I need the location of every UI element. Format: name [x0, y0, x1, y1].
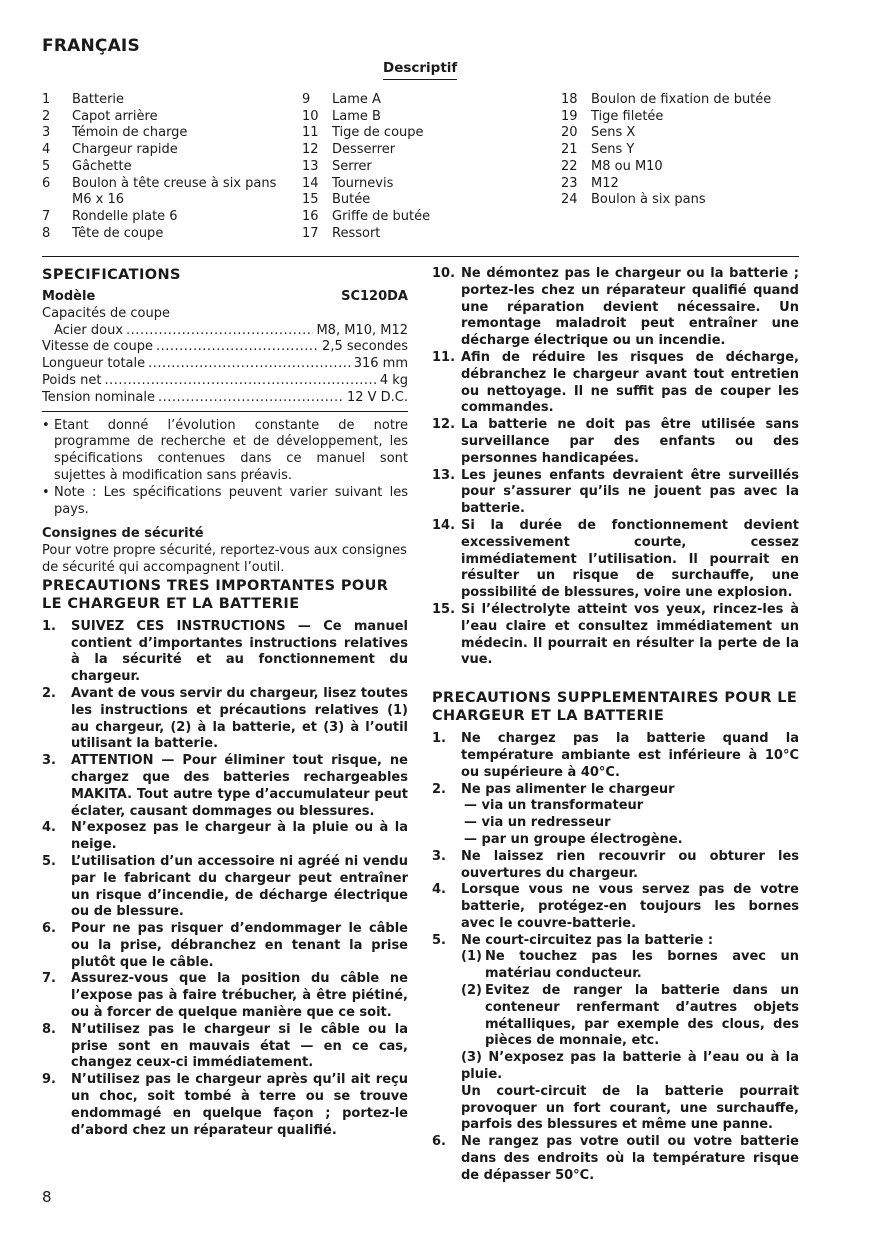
item-number: 6 [42, 175, 51, 191]
list-item [42, 921, 408, 971]
sub-number: (2) [461, 983, 482, 999]
list-item [432, 266, 799, 350]
item-number: 23 [561, 175, 578, 191]
item-label: Sens Y [591, 142, 635, 158]
list-item [432, 468, 799, 518]
item-text: Si l’électrolyte atteint vos yeux, rincez-les à l’eau claire et consultez immédiatement un médecin. Il pourrait en résulter la perte de la vue. [461, 601, 799, 668]
item-number: 8. [42, 1021, 56, 1037]
spec-value: 316 mm [353, 356, 408, 372]
item-number: 20 [561, 125, 578, 141]
note-item [42, 485, 408, 519]
item-number: 1. [42, 618, 56, 634]
item-number: 17 [302, 225, 319, 241]
item-text: Afin de réduire les risques de décharge, débranchez le chargeur avant tout entretien ou nettoyage. Il ne suffit pas de couper les commandes. [461, 349, 799, 416]
spec-label: Acier doux [54, 322, 124, 338]
page-number: 8 [42, 1188, 52, 1206]
item-number: 12. [432, 417, 456, 433]
item-label: Sens X [591, 125, 636, 141]
item-number: 3. [42, 753, 56, 769]
item-number: 13. [432, 467, 456, 483]
bullet: • [42, 484, 50, 500]
leader-dots [156, 339, 319, 356]
list-item [42, 92, 282, 109]
item-label: Boulon de fixation de butée [591, 92, 772, 107]
item-number: 15 [302, 192, 319, 208]
note-text: Etant donné l’évolution constante de notre programme de recherche et de développement, les spécifications contenues dans ce manuel sont sujettes à modification sans préavis. [54, 417, 408, 483]
sub-item [461, 949, 799, 983]
list-item [42, 159, 282, 176]
item-text: Ne démontez pas le chargeur ou la batterie ; portez-les chez un réparateur qualifié quand une réparation devient nécessaire. Un remontage maladroit peut entraîner une décharge électrique ou un incendie. [461, 266, 799, 349]
item-text: Assurez-vous que la position du câble ne l’expose pas à faire trébucher, à être piétiné, ou à forcer de quelque manière que ce soit. [71, 971, 408, 1021]
sub-item [461, 983, 799, 1050]
item-text: Ne laissez rien recouvrir ou obturer les ouvertures du chargeur. [461, 848, 799, 881]
item-number: 6. [432, 1134, 446, 1150]
safety-text: Pour votre propre sécurité, reportez-vous aux consignes de sécurité qui accompagnent l’outil. [42, 543, 407, 575]
list-item [302, 226, 542, 243]
item-text: Pour ne pas risquer d’endommager le câble ou la prise, débranchez en tenant la prise plutôt que le câble. [71, 921, 408, 970]
item-label: Boulon à six pans [591, 192, 706, 208]
specifications-table [42, 289, 408, 412]
list-item [432, 1134, 799, 1184]
item-label: Tige de coupe [332, 125, 424, 141]
item-number: 9 [302, 92, 311, 107]
item-number: 1 [42, 92, 51, 107]
list-item [561, 159, 801, 176]
item-number: 16 [302, 208, 319, 224]
leader-dots [104, 373, 376, 390]
language-heading: FRANÇAIS [42, 36, 140, 56]
list-item [302, 159, 542, 176]
item-label: Boulon à tête creuse à six pans M6 x 16 [72, 175, 277, 208]
item-number: 2. [432, 781, 446, 797]
descriptif-title: Descriptif [383, 60, 457, 80]
item-number: 11. [432, 349, 456, 365]
list-item [42, 109, 282, 126]
item-label: Témoin de charge [72, 125, 188, 141]
item-number: 3 [42, 125, 51, 141]
item-number: 4. [42, 820, 56, 836]
spec-divider [42, 411, 408, 412]
list-item [302, 209, 542, 226]
item-number: 21 [561, 142, 578, 158]
list-item [432, 731, 799, 781]
descriptif-column-3 [561, 92, 801, 209]
item-label: Lame A [332, 92, 381, 107]
item-label: Griffe de butée [332, 208, 431, 224]
item-number: 24 [561, 192, 578, 208]
sub-number: (1) [461, 949, 482, 965]
spec-label: Vitesse de coupe [42, 339, 153, 355]
item-number: 6. [42, 921, 56, 937]
descriptif-column-2 [302, 92, 542, 242]
item-text: N’exposez pas le chargeur à la pluie ou à la neige. [71, 820, 408, 853]
item-label: Chargeur rapide [72, 142, 178, 158]
list-item [561, 192, 801, 209]
item-number: 13 [302, 158, 319, 174]
model-row [42, 289, 408, 306]
item-text: SUIVEZ CES INSTRUCTIONS — Ce manuel contient d’importantes instructions relatives à la sécurité et au fonctionnement du chargeur. [71, 618, 408, 685]
item-label: Gâchette [72, 158, 132, 174]
spec-row [42, 390, 408, 407]
list-item [42, 209, 282, 226]
list-item [561, 125, 801, 142]
list-item [302, 92, 542, 109]
item-number: 12 [302, 142, 319, 158]
list-item [432, 417, 799, 467]
spec-value: 12 V D.C. [346, 389, 408, 405]
item-label: Tige filetée [591, 108, 664, 124]
sub-item: (3) N’exposez pas la batterie à l’eau ou à la pluie. [461, 1050, 799, 1083]
dash-line: — via un redresseur [464, 815, 611, 831]
item-label: M12 [591, 175, 619, 191]
sub-list [461, 949, 799, 1083]
list-item [42, 686, 408, 753]
item-text: Ne court-circuitez pas la batterie : [461, 932, 714, 948]
list-item [432, 849, 799, 883]
item-number: 18 [561, 92, 578, 107]
spec-row [42, 323, 408, 340]
precautions-list-continued [432, 266, 799, 669]
item-number: 11 [302, 125, 319, 141]
note-text: Note : Les spécifications peuvent varier suivant les pays. [54, 484, 408, 517]
item-label: Tête de coupe [72, 225, 164, 241]
list-item [302, 192, 542, 209]
section-divider [42, 256, 799, 257]
item-number: 7. [42, 971, 56, 987]
item-number: 14 [302, 175, 319, 191]
item-label: Butée [332, 192, 371, 208]
supplementary-list [432, 731, 799, 1185]
item-text: Lorsque vous ne vous servez pas de votre batterie, protégez-en toujours les bornes avec le couvre-batterie. [461, 882, 799, 931]
list-item [561, 176, 801, 193]
specifications-title: SPECIFICATIONS [42, 267, 181, 283]
item-number: 19 [561, 108, 578, 124]
item-text: La batterie ne doit pas être utilisée sans surveillance par des enfants ou des personnes handicapées. [461, 417, 799, 466]
list-item [302, 176, 542, 193]
item-label: Batterie [72, 92, 125, 107]
sub-text: Evitez de ranger la batterie dans un conteneur renfermant d’autres objets métalliques, par exemple des clous, des pièces de monnaie, etc. [485, 983, 799, 1049]
list-item [432, 933, 799, 1135]
leader-dots [126, 323, 313, 340]
leader-dots [148, 356, 351, 373]
item-number: 4. [432, 882, 446, 898]
spec-value: 4 kg [379, 372, 408, 388]
precautions-list [42, 619, 408, 1140]
item-number: 1. [432, 731, 446, 747]
list-item [42, 1022, 408, 1072]
leader-dots [158, 390, 344, 407]
item-number: 14. [432, 517, 456, 533]
dash-line: — par un groupe électrogène. [464, 831, 683, 847]
item-text: N’utilisez pas le chargeur après qu’il ait reçu un choc, soit tombé à terre ou se trouve endommagé en quelque façon ; portez-le d’abord chez un réparateur qualifié. [71, 1072, 408, 1138]
precautions-title: PRECAUTIONS TRES IMPORTANTES POUR LE CHARGEUR ET LA BATTERIE [42, 577, 389, 612]
list-item [432, 782, 799, 849]
list-item [302, 125, 542, 142]
item-number: 5. [432, 932, 446, 948]
spec-label: Poids net [42, 372, 102, 388]
item-text: Ne chargez pas la batterie quand la température ambiante est inférieure à 10°C ou supérieure à 40°C. [461, 731, 799, 780]
item-label: Desserrer [332, 142, 396, 158]
list-item [302, 109, 542, 126]
descriptif-column-1 [42, 92, 282, 242]
item-text: L’utilisation d’un accessoire ni agréé ni vendu par le fabricant du chargeur peut entraîner un risque d’incendie, de décharge électrique ou de blessure. [71, 853, 408, 920]
item-content [461, 782, 799, 849]
capacity-label: Capacités de coupe [42, 305, 170, 321]
item-label: M8 ou M10 [591, 158, 663, 174]
item-number: 2. [42, 685, 56, 701]
item-text: Si la durée de fonctionnement devient excessivement courte, cessez immédiatement l’utilisation. Il pourrait en résulter un risque de surchauffe, une possibilité de blessures, voire une explosion. [461, 517, 799, 601]
item-number: 10 [302, 108, 319, 124]
spec-value: M8, M10, M12 [316, 322, 408, 338]
item-text: N’utilisez pas le chargeur si le câble ou la prise sont en mauvais état — en ce cas, changez ceux-ci immédiatement. [71, 1021, 408, 1071]
spec-notes [42, 418, 408, 519]
item-label: Rondelle plate 6 [72, 208, 178, 224]
spec-label: Tension nominale [42, 389, 155, 405]
item-number: 9. [42, 1072, 56, 1088]
list-item [302, 142, 542, 159]
bullet: • [42, 417, 50, 433]
supplementary-title: PRECAUTIONS SUPPLEMENTAIRES POUR LE CHARGEUR ET LA BATTERIE [432, 690, 798, 725]
list-item [42, 176, 282, 209]
spec-row [42, 339, 408, 356]
safety-title: Consignes de sécurité [42, 526, 204, 542]
spec-label: Longueur totale [42, 356, 146, 372]
item-number: 10. [432, 266, 456, 281]
list-item [561, 109, 801, 126]
item-text: Avant de vous servir du chargeur, lisez toutes les instructions et précautions relatives (1) au chargeur, (2) à la batterie, et (3) à l’outil utilisant la batterie. [71, 685, 408, 752]
item-note: Un court-circuit de la batterie pourrait provoquer un fort courant, une surchauffe, parfois des blessures et même une panne. [461, 1083, 799, 1133]
list-item [432, 350, 799, 417]
item-label: Serrer [332, 158, 372, 174]
list-item [42, 226, 282, 243]
list-item [432, 882, 799, 932]
item-number: 2 [42, 108, 51, 124]
list-item [561, 92, 801, 109]
item-text: Ne pas alimenter le chargeur [461, 781, 675, 797]
item-number: 15. [432, 601, 456, 617]
item-number: 8 [42, 225, 51, 241]
item-number: 5. [42, 853, 56, 869]
dash-line: — via un transformateur [464, 798, 644, 814]
sub-text: Ne touchez pas les bornes avec un matériau conducteur. [485, 949, 799, 982]
item-content [461, 933, 799, 1135]
list-item [42, 125, 282, 142]
item-label: Ressort [332, 225, 381, 241]
spec-row [42, 373, 408, 390]
item-label: Capot arrière [72, 108, 158, 124]
item-text: ATTENTION — Pour éliminer tout risque, ne chargez que des batteries rechargeables MAKITA. Tout autre type d’accumulateur peut éclater, causant dommages ou blessures. [71, 753, 408, 819]
list-item [42, 753, 408, 820]
list-item [42, 820, 408, 854]
left-column [42, 266, 408, 1139]
model-label: Modèle [42, 289, 96, 304]
item-number: 7 [42, 208, 51, 224]
item-number: 22 [561, 158, 578, 174]
spec-value: 2,5 secondes [322, 339, 408, 355]
list-item [432, 602, 799, 669]
list-item [42, 619, 408, 686]
item-label: Tournevis [332, 175, 394, 191]
item-text: Ne rangez pas votre outil ou votre batterie dans des endroits où la température risque de dépasser 50°C. [461, 1134, 799, 1183]
spec-row [42, 356, 408, 373]
list-item [561, 142, 801, 159]
item-number: 5 [42, 158, 51, 174]
item-number: 4 [42, 142, 51, 158]
item-number: 3. [432, 848, 446, 864]
item-label: Lame B [332, 108, 381, 124]
note-item [42, 418, 408, 485]
list-item [432, 518, 799, 602]
list-item [42, 1072, 408, 1139]
right-column [432, 266, 799, 1185]
list-item [42, 854, 408, 921]
model-value: SC120DA [341, 289, 408, 304]
list-item [42, 142, 282, 159]
list-item [42, 971, 408, 1021]
item-text: Les jeunes enfants devraient être surveillés pour s’assurer qu’ils ne jouent pas avec la batterie. [461, 467, 799, 517]
